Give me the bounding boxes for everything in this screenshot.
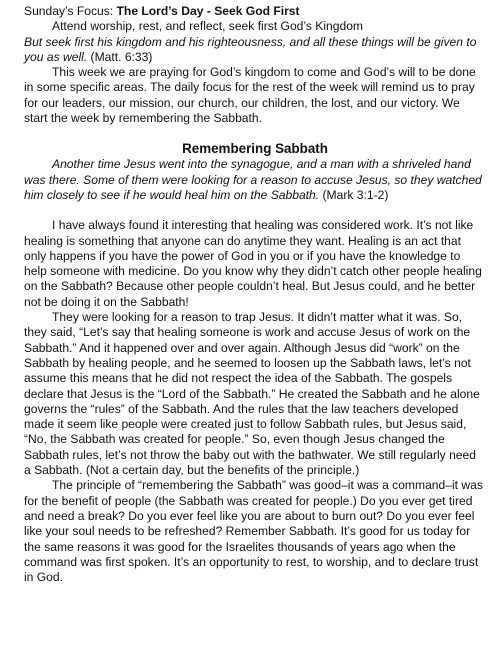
- body-paragraph: They were looking for a reason to trap Jesus. It didn’t matter what it was. So, they said, “Let’s say that healing someone is work and accuse Jesus of work on the Sabbath.” And it happened over and over again. Although Jesus did “work” on the Sabbath by healing people, and he seemed to loosen up the Sabbath laws, let’s not assume this means that he did not respect the idea of the Sabbath. The gospels declare that Jesus is the “Lord of the Sabbath.” He created the Sabbath and he alone governs the “rules” of the Sabbath. And the rules that the law teachers developed made it seem like people were created just to follow Sabbath rules, but Jesus said, “No, the Sabbath was created for people.” So, even though Jesus changed the Sabbath rules, let’s not throw the baby out with the bathwater. We still regularly need a Sabbath. (Not a certain day, but the benefits of the principle.): [24, 310, 480, 478]
- focus-verse-text: But seek first his kingdom and his righteousness, and all these things will be given to you as well.: [24, 34, 477, 64]
- focus-line: [24, 4, 486, 19]
- focus-verse-ref: (Matt. 6:33): [87, 49, 153, 64]
- scripture-text: Another time Jesus went into the synagogue, and a man with a shriveled hand was there. Some of them were looking for a reason to accuse Jesus, so they watched him closely to see if he would heal him on the Sabbath.: [24, 157, 482, 202]
- section-scripture: [24, 157, 486, 203]
- devotional-page: [24, 4, 486, 585]
- body-paragraph: The principle of “remembering the Sabbath” was good–it was a command–it was for the benefit of people (the Sabbath was created for people.) Do you ever get tired and need a break? Do you ever feel like you are about to burn out? Do you ever feel like your soul needs to be refreshed? Remember Sabbath. It’s good for us today for the same reasons it was good for the Israelites thousands of years ago when the command was first spoken. It’s an opportunity to rest, to worship, and to declare trust in God.: [24, 478, 483, 585]
- body-paragraph: I have always found it interesting that healing was considered work. It’s not like healing is something that anyone can do anytime they want. Healing is an act that only happens if you have the power of God in you or if you have the knowledge to help someone with medicine. Do you know why they didn’t catch other people healing on the Sabbath? Because other people couldn’t heal. But Jesus could, and he better not be doing it on the Sabbath!: [24, 218, 482, 309]
- focus-tagline: Attend worship, rest, and reflect, seek first God’s Kingdom: [52, 19, 364, 34]
- focus-label: Sunday’s Focus:: [24, 4, 117, 18]
- focus-verse: [24, 35, 486, 66]
- scripture-ref: (Mark 3:1-2): [319, 187, 389, 202]
- section-heading: Remembering Sabbath: [182, 141, 328, 157]
- focus-intro: This week we are praying for God’s kingdom to come and God’s will to be done in some specific areas. The daily focus for the rest of the week will remind us to pray for our leaders, our mission, our church, our children, the lost, and our victory. We start the week by remembering the Sabbath.: [24, 65, 476, 126]
- focus-title: The Lord’s Day - Seek God First: [116, 4, 300, 18]
